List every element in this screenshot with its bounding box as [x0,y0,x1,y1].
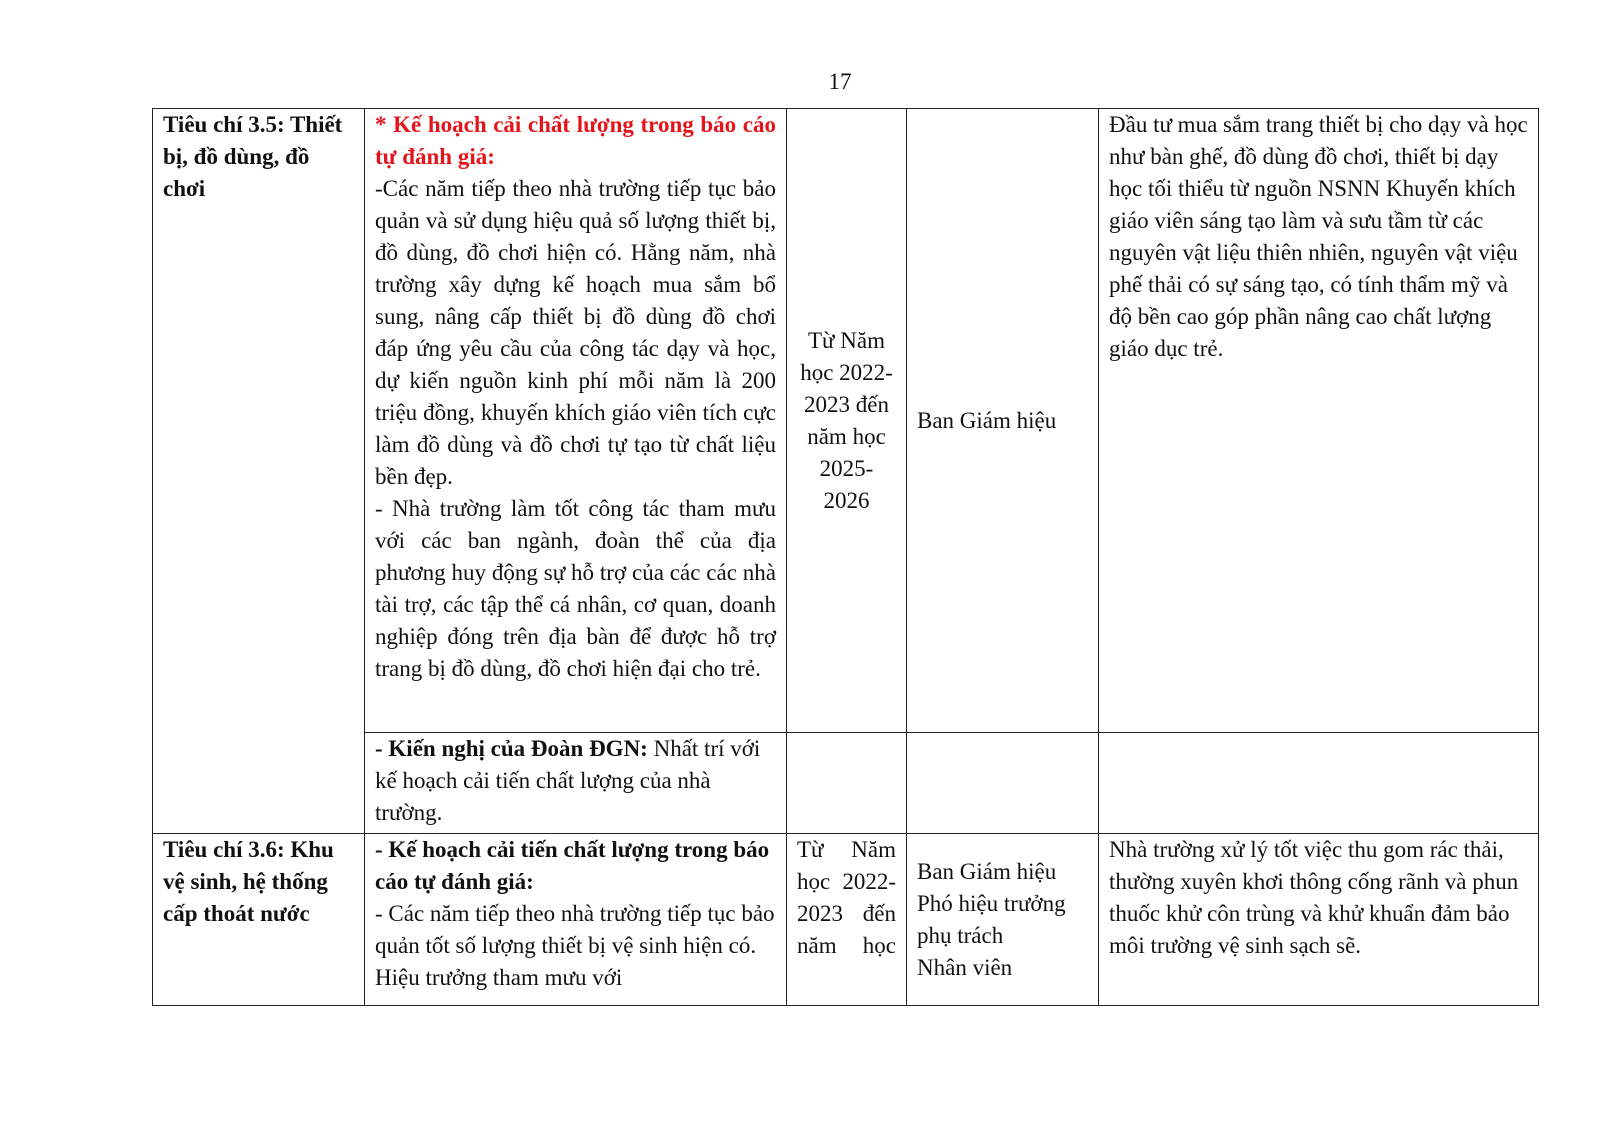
table-row [153,834,1539,1006]
time-cell: Từ Năm học 2022-2023 đến năm học [787,834,907,1006]
empty-cell [787,733,907,834]
responsible-cell: Ban Giám hiệu [907,109,1099,733]
plan-heading: * Kế hoạch cải chất lượng trong báo cáo tự đánh giá: [375,112,776,169]
plan-paragraph: - Nhà trường làm tốt công tác tham mưu với các ban ngành, đoàn thể của địa phương huy động sự hỗ trợ của các các nhà tài trợ, các tập thể cá nhân, cơ quan, doanh nghiệp đóng trên địa bàn để được hỗ trợ trang bị đồ dùng, đồ chơi hiện đại cho trẻ. [375,496,776,681]
criterion-cell: Tiêu chí 3.5: Thiết bị, đồ dùng, đồ chơi [153,109,365,834]
plan-heading: - Kế hoạch cải tiến chất lượng trong báo cáo tự đánh giá: [375,837,770,894]
responsible-line: Phó hiệu trưởng phụ trách [917,890,1066,948]
time-cell: Từ Năm học 2022-2023 đến năm học 2025-2026 [787,109,907,733]
criterion-cell: Tiêu chí 3.6: Khu vệ sinh, hệ thống cấp thoát nước [153,834,365,1006]
plan-cell [365,109,787,733]
empty-cell [1099,733,1539,834]
recommendation-label: - Kiến nghị của Đoàn ĐGN: [375,736,648,761]
empty-cell [907,733,1099,834]
improvement-plan-table [152,108,1539,1006]
responsible-cell [907,834,1099,1006]
plan-cell [365,834,787,1006]
responsible-line: Nhân viên [917,954,1013,980]
resources-cell: Nhà trường xử lý tốt việc thu gom rác thải, thường xuyên khơi thông cống rãnh và phun thuốc khử côn trùng và khử khuẩn đảm bảo môi trường vệ sinh sạch sẽ. [1099,834,1539,1006]
resources-cell: Đầu tư mua sắm trang thiết bị cho dạy và học như bàn ghế, đồ dùng đồ chơi, thiết bị dạy học tối thiểu từ nguồn NSNN Khuyến khích giáo viên sáng tạo làm và sưu tầm từ các nguyên vật liệu thiên nhiên, nguyên vật việu phế thải có sự sáng tạo, có tính thẩm mỹ và độ bền cao góp phần nâng cao chất lượng giáo dục trẻ. [1099,109,1539,733]
page-number: 17 [828,69,852,94]
plan-paragraph: - Các năm tiếp theo nhà trường tiếp tục bảo quản tốt số lượng thiết bị vệ sinh hiện có. Hiệu trưởng tham mưu với [375,901,775,990]
table-row [153,109,1539,733]
recommendation-text: Nhất trí với kế hoạch cải tiến chất lượng của nhà trường. [375,736,761,825]
responsible-line: Ban Giám hiệu [917,858,1057,884]
plan-paragraph: -Các năm tiếp theo nhà trường tiếp tục bảo quản và sử dụng hiệu quả số lượng thiết bị, đồ dùng, đồ chơi hiện có. Hằng năm, nhà trường xây dựng kế hoạch mua sắm bổ sung, nâng cấp thiết bị đồ dùng đồ chơi đáp ứng yêu cầu của công tác dạy và học, dự kiến nguồn kinh phí mỗi năm là 200 triệu đồng, khuyến khích giáo viên tích cực làm đồ dùng và đồ chơi tự tạo từ chất liệu bền đẹp. [375,176,776,489]
recommendation-cell [365,733,787,834]
